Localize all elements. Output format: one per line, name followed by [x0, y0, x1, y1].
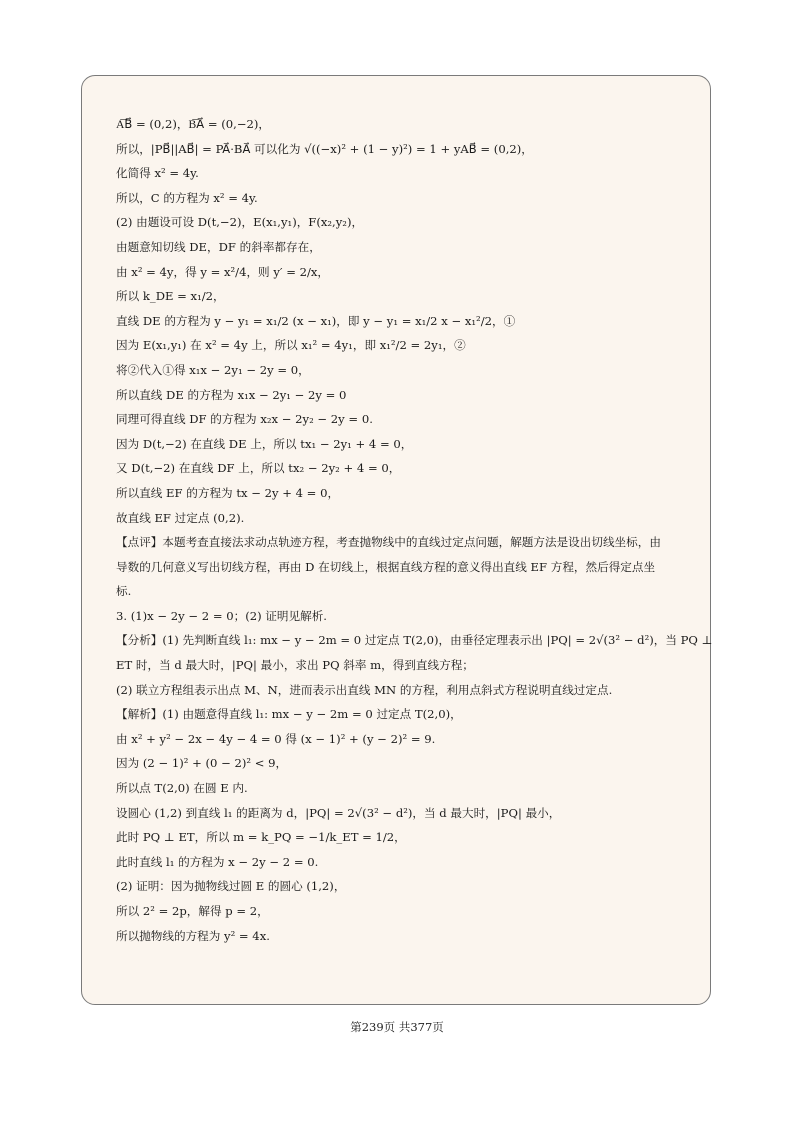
solution-text — [116, 112, 713, 948]
solution-line: 设圆心 (1,2) 到直线 l₁ 的距离为 d，|PQ| = 2√(3² − d²)，当 d 最大时，|PQ| 最小， — [116, 805, 561, 820]
comment-line: 【点评】本题考查直接法求动点轨迹方程，考查抛物线中的直线过定点问题，解题方法是设出切线坐标，由 — [116, 535, 661, 550]
comment-line: 导数的几何意义写出切线方程，再由 D 在切线上，根据直线方程的意义得出直线 EF 方程，然后得定点坐 — [116, 559, 656, 574]
solution-line: 【解析】(1) 由题意得直线 l₁: mx − y − 2m = 0 过定点 T(2,0)， — [116, 707, 462, 722]
text-line: 化简得 x² = 4y. — [116, 166, 199, 181]
solution-line: 由 x² + y² − 2x − 4y − 4 = 0 得 (x − 1)² + (y − 2)² = 9. — [116, 731, 436, 746]
page-number: 第239页 共377页 — [350, 1020, 444, 1034]
text-line: 所以，|PB⃗||AB⃗| = PA⃗·BA⃗ 可以化为 √((−x)² + (1 − y)²) = 1 + yAB⃗ = (0,2)， — [116, 141, 533, 156]
text-line: 直线 DE 的方程为 y − y₁ = x₁/2 (x − x₁)，即 y − y₁ = x₁/2 x − x₁²/2，① — [116, 313, 516, 328]
text-line: 又 D(t,−2) 在直线 DF 上，所以 tx₂ − 2y₂ + 4 = 0， — [116, 461, 401, 476]
text-line: 所以 k_DE = x₁/2， — [116, 289, 225, 304]
text-line: 故直线 EF 过定点 (0,2). — [116, 510, 245, 525]
solution-line: (2) 证明：因为抛物线过圆 E 的圆心 (1,2)， — [116, 879, 346, 894]
analysis-line: ET 时，当 d 最大时，|PQ| 最小，求出 PQ 斜率 m，得到直线方程； — [116, 658, 474, 673]
solution-line: 所以抛物线的方程为 y² = 4x. — [116, 928, 270, 943]
comment-line: 标. — [116, 584, 132, 599]
text-line: (2) 由题设可设 D(t,−2)，E(x₁,y₁)，F(x₂,y₂)， — [116, 215, 364, 230]
solution-line: 所以点 T(2,0) 在圆 E 内. — [116, 781, 248, 796]
solution-line: 此时直线 l₁ 的方程为 x − 2y − 2 = 0. — [116, 854, 319, 869]
solution-line: 所以 2² = 2p，解得 p = 2， — [116, 904, 269, 918]
text-line: 因为 E(x₁,y₁) 在 x² = 4y 上，所以 x₁² = 4y₁，即 x₁²/2 = 2y₁，② — [116, 338, 466, 353]
text-line: 所以，C 的方程为 x² = 4y. — [116, 190, 258, 205]
text-line: 由 x² = 4y，得 y = x²/4，则 y′ = 2/x， — [116, 264, 330, 279]
text-line: 因为 D(t,−2) 在直线 DE 上，所以 tx₁ − 2y₁ + 4 = 0， — [116, 436, 413, 451]
text-line: 将②代入①得 x₁x − 2y₁ − 2y = 0， — [116, 362, 310, 377]
analysis-line: 【分析】(1) 先判断直线 l₁: mx − y − 2m = 0 过定点 T(2,0)，由垂径定理表示出 |PQ| = 2√(3² − d²)，当 PQ ⊥ — [116, 633, 713, 648]
solution-line: 此时 PQ ⊥ ET，所以 m = k_PQ = −1/k_ET = 1/2， — [116, 830, 406, 845]
text-line: A͞B⃗ = (0,2)，B͞A⃗ = (0,−2)， — [116, 117, 271, 131]
text-line: 所以直线 DE 的方程为 x₁x − 2y₁ − 2y = 0 — [116, 387, 347, 402]
text-line: 由题意知切线 DE，DF 的斜率都存在， — [116, 239, 321, 254]
answer-line: 3. (1)x − 2y − 2 = 0；(2) 证明见解析. — [116, 608, 327, 623]
text-line: 所以直线 EF 的方程为 tx − 2y + 4 = 0， — [116, 485, 340, 500]
analysis-line: (2) 联立方程组表示出点 M、N，进而表示出直线 MN 的方程，利用点斜式方程说明直线过定点. — [116, 682, 613, 697]
solution-line: 因为 (2 − 1)² + (0 − 2)² < 9， — [116, 756, 288, 771]
text-line: 同理可得直线 DF 的方程为 x₂x − 2y₂ − 2y = 0. — [116, 412, 373, 427]
